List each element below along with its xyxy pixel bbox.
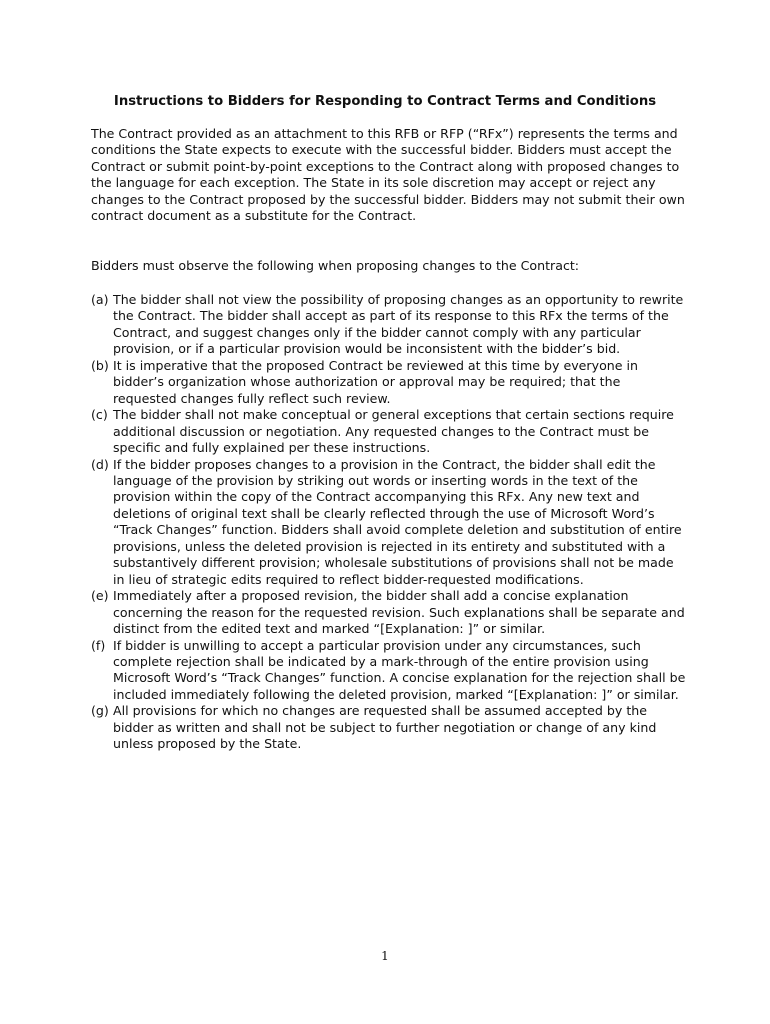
document-title: Instructions to Bidders for Responding to Contract Terms and Conditions (113, 94, 657, 109)
list-item-text: The bidder shall not view the possibility of proposing changes as an opportunity to rewrite the Contract. The bidder shall accept as part of its response to this RFx the terms of the Contract, and suggest changes only if the bidder cannot comply with any particular provision, or if a particular provision would be inconsistent with the bidder’s bid. (113, 292, 684, 357)
list-item-marker: (c) (91, 407, 108, 423)
list-item-text: The bidder shall not make conceptual or general exceptions that certain sections require additional discussion or negotiation. Any requested changes to the Contract must be specific and fully explained per these instructions. (113, 407, 674, 456)
lead-paragraph: Bidders must observe the following when proposing changes to the Contract: (91, 258, 580, 273)
list-item-marker: (b) (91, 357, 109, 373)
list-item-c (91, 407, 687, 456)
list-item-marker: (g) (91, 703, 109, 719)
list-item-marker: (f) (91, 637, 106, 653)
list-item-text: If the bidder proposes changes to a provision in the Contract, the bidder shall edit the language of the provision by striking out words or inserting words in the text of the provision within the copy of the Contract accompanying this RFx. Any new text and deletions of original text shall be clearly reflected through the use of Microsoft Word’s “Track Changes” function. Bidders shall avoid complete deletion and substitution of entire provisions, unless the deleted provision is rejected in its entirety and substituted with a substantively different provision; wholesale substitutions of provisions shall not be made in lieu of strategic edits required to reflect bidder-requested modifications. (113, 456, 682, 587)
list-item-text: If bidder is unwilling to accept a particular provision under any circumstances, such complete rejection shall be indicated by a mark-through of the entire provision using Microsoft Word’s “Track Changes” function. A concise explanation for the rejection shall be included immediately following the deleted provision, marked “[Explanation: ]” or similar. (113, 637, 686, 702)
page-number: 1 (381, 949, 389, 963)
list-item-d (91, 457, 687, 589)
list-item-marker: (d) (91, 456, 109, 472)
list-item-a (91, 292, 687, 358)
list-item-marker: (a) (91, 292, 109, 307)
list-item-text: All provisions for which no changes are requested shall be assumed accepted by the bidder as written and shall not be subject to further negotiation or change of any kind unless proposed by the State. (113, 703, 657, 752)
list-item-text: It is imperative that the proposed Contract be reviewed at this time by everyone in bidder’s organization whose authorization or approval may be required; that the requested changes fully reflect such review. (113, 357, 638, 406)
list-item-text: Immediately after a proposed revision, the bidder shall add a concise explanation concerning the reason for the requested revision. Such explanations shall be separate and distinct from the edited text and marked “[Explanation: ]” or similar. (113, 588, 685, 637)
list-item-b (91, 358, 687, 407)
list-item-marker: (e) (91, 588, 109, 604)
list-item-e (91, 588, 687, 637)
list-item-g (91, 703, 687, 752)
instructions-list (91, 292, 687, 753)
list-item-f (91, 638, 687, 704)
intro-paragraph: The Contract provided as an attachment to this RFB or RFP (“RFx”) represents the terms and conditions the State expects to execute with the successful bidder. Bidders must accept the Contract or submit point-by-point exceptions to the Contract along with proposed changes to the language for each exception. The State in its sole discretion may accept or reject any changes to the Contract proposed by the successful bidder. Bidders may not submit their own contract document as a substitute for the Contract. (91, 126, 685, 224)
